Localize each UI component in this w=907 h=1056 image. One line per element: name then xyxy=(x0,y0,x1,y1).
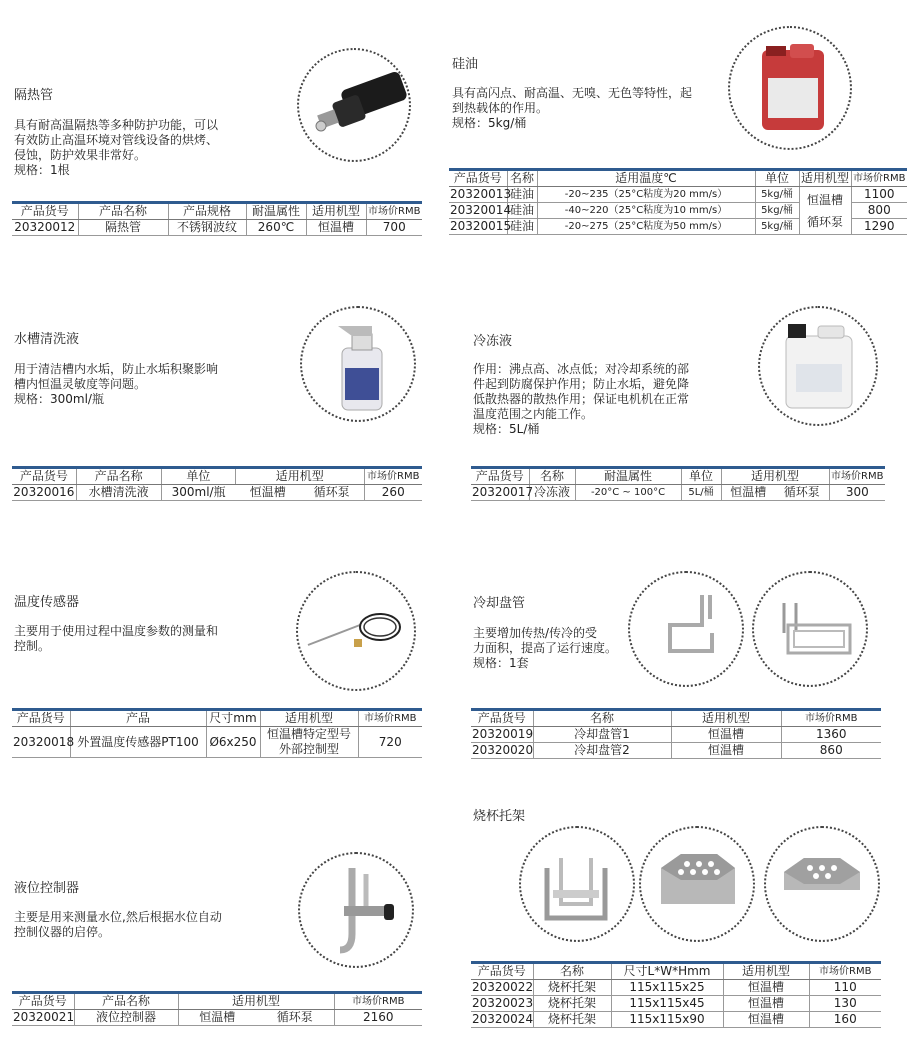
desc-line: 规格：5kg/桶 xyxy=(452,116,527,130)
section-description xyxy=(473,362,689,437)
product-table xyxy=(449,168,907,235)
table-cell: 20320012 xyxy=(12,220,78,236)
desc-line: 到热载体的作用。 xyxy=(452,101,549,115)
table-cell: 硅油 xyxy=(507,219,537,235)
table-cell: 恒温槽 xyxy=(721,485,775,501)
col-header: 名称 xyxy=(507,170,537,187)
table-cell: 恒温槽 xyxy=(236,485,300,501)
desc-line: 有效防止高温环境对管线设备的烘烤、 xyxy=(14,133,219,147)
table-cell-models xyxy=(799,187,851,235)
table-row xyxy=(12,485,422,501)
product-image-beaker-rack-1 xyxy=(519,826,635,942)
product-image-beaker-rack-3 xyxy=(764,826,880,942)
col-header: 产品名称 xyxy=(74,993,178,1010)
desc-line: 侵蚀，防护效果非常好。 xyxy=(14,148,147,162)
desc-line: 温度范围之内能工作。 xyxy=(473,407,594,421)
table-cell: 5kg/桶 xyxy=(755,203,799,219)
table-cell: 冷却盘管2 xyxy=(533,743,671,759)
table-cell: 1290 xyxy=(851,219,907,235)
table-cell: 烧杯托架 xyxy=(533,1012,611,1028)
col-header: 单位 xyxy=(681,468,721,485)
table-cell: 860 xyxy=(781,743,881,759)
col-header: 名称 xyxy=(533,710,671,727)
model-label: 恒温槽特定型号 xyxy=(266,727,351,741)
table-cell: 800 xyxy=(851,203,907,219)
table-cell: 110 xyxy=(809,980,881,996)
col-header: 市场价RMB xyxy=(781,710,881,727)
product-table xyxy=(12,201,422,236)
table-cell: 20320016 xyxy=(13,485,75,499)
table-cell: 水槽清洗液 xyxy=(76,485,161,501)
table-cell: 260 xyxy=(364,485,422,501)
desc-line: 主要是用来测量水位,然后根据水位自动 xyxy=(14,910,222,924)
col-header: 产品 xyxy=(70,710,206,727)
table-cell: 循环泵 xyxy=(300,485,364,501)
table-row xyxy=(12,1010,422,1026)
section-description xyxy=(473,626,617,671)
table-cell: 300 xyxy=(829,485,885,501)
section-description xyxy=(452,86,692,131)
table-cell: 1100 xyxy=(851,187,907,203)
section-title: 液位控制器 xyxy=(14,881,80,896)
col-header: 产品货号 xyxy=(449,170,507,187)
model-label: 外部控制型 xyxy=(278,742,339,756)
desc-line: 力面积，提高了运行速度。 xyxy=(473,641,618,655)
col-header: 产品货号 xyxy=(471,963,533,980)
table-cell: 720 xyxy=(358,727,422,758)
desc-line: 主要增加传热/传冷的受 xyxy=(473,626,598,640)
product-image-level-controller xyxy=(298,852,414,968)
model-label: 循环泵 xyxy=(806,214,843,229)
table-row xyxy=(471,1012,881,1028)
table-cell-models xyxy=(260,727,358,758)
table-cell: -20°C ~ 100°C xyxy=(575,485,681,501)
table-cell: 循环泵 xyxy=(256,1010,334,1026)
desc-line: 规格：300ml/瓶 xyxy=(14,392,104,406)
table-row xyxy=(471,743,881,759)
table-cell: 循环泵 xyxy=(775,485,829,501)
table-cell: 恒温槽 xyxy=(671,727,781,743)
col-header: 产品规格 xyxy=(168,203,246,220)
table-cell: 20320018 xyxy=(12,727,70,758)
table-cell: 20320015 xyxy=(450,219,512,233)
col-header: 市场价RMB xyxy=(809,963,881,980)
product-image-antifreeze xyxy=(758,306,878,426)
col-header: 产品货号 xyxy=(471,710,533,727)
col-header: 产品名称 xyxy=(78,203,168,220)
table-cell: 5kg/桶 xyxy=(755,187,799,203)
section-title: 温度传感器 xyxy=(14,595,80,610)
desc-line: 规格：5L/桶 xyxy=(473,422,540,436)
table-cell: 烧杯托架 xyxy=(533,996,611,1012)
model-label: 恒温槽 xyxy=(806,192,843,207)
table-cell: 冷冻液 xyxy=(529,485,575,501)
col-header: 市场价RMB xyxy=(334,993,422,1010)
product-image-cooling-coil-2 xyxy=(752,571,868,687)
product-image-temperature-sensor xyxy=(296,571,416,691)
product-table xyxy=(12,466,422,501)
product-image-beaker-rack-2 xyxy=(639,826,755,942)
col-header: 适用机型 xyxy=(671,710,781,727)
col-header: 单位 xyxy=(161,468,236,485)
section-description xyxy=(14,910,222,940)
table-cell: 20320020 xyxy=(472,743,534,757)
col-header: 市场价RMB xyxy=(366,203,422,220)
col-header: 产品货号 xyxy=(12,710,70,727)
desc-line: 件起到防腐保护作用；防止水垢，避免降 xyxy=(473,377,690,391)
col-header: 名称 xyxy=(533,963,611,980)
col-header: 产品货号 xyxy=(12,993,74,1010)
col-header: 适用机型 xyxy=(236,468,364,485)
table-cell: 恒温槽 xyxy=(723,1012,809,1028)
table-cell: 硅油 xyxy=(507,203,537,219)
desc-line: 规格：1套 xyxy=(473,656,529,670)
desc-line: 具有耐高温隔热等多种防护功能，可以 xyxy=(14,118,219,132)
table-cell: -40~220（25°C粘度为10 mm/s） xyxy=(537,203,755,219)
table-row xyxy=(12,727,422,758)
col-header: 单位 xyxy=(755,170,799,187)
table-cell: 20320024 xyxy=(472,1012,534,1026)
table-cell: 20320022 xyxy=(472,980,534,994)
product-table xyxy=(12,708,422,758)
table-row xyxy=(449,187,907,203)
desc-line: 控制仪器的启停。 xyxy=(14,925,111,939)
table-cell: Ø6x250 xyxy=(206,727,260,758)
table-cell: 300ml/瓶 xyxy=(161,485,236,501)
col-header: 耐温属性 xyxy=(246,203,306,220)
desc-line: 具有高闪点、耐高温、无嗅、无色等特性，起 xyxy=(452,86,693,100)
col-header: 适用机型 xyxy=(723,963,809,980)
table-cell: 130 xyxy=(809,996,881,1012)
table-cell: 115x115x45 xyxy=(611,996,723,1012)
table-cell: 隔热管 xyxy=(78,220,168,236)
col-header: 市场价RMB xyxy=(364,468,422,485)
table-row xyxy=(471,996,881,1012)
table-row xyxy=(471,980,881,996)
table-cell: 20320021 xyxy=(13,1010,75,1024)
section-title: 隔热管 xyxy=(14,88,54,103)
section-title: 硅油 xyxy=(452,57,479,72)
table-cell: 5L/桶 xyxy=(681,485,721,501)
col-header: 适用机型 xyxy=(178,993,334,1010)
product-image-tank-cleaner xyxy=(300,306,416,422)
col-header: 适用机型 xyxy=(800,171,849,185)
col-header: 适用温度℃ xyxy=(537,170,755,187)
table-cell: 5kg/桶 xyxy=(755,219,799,235)
table-cell: 硅油 xyxy=(507,187,537,203)
table-row xyxy=(12,220,422,236)
table-cell: 恒温槽 xyxy=(723,980,809,996)
product-table xyxy=(471,961,881,1028)
product-table xyxy=(471,708,881,759)
section-description xyxy=(14,624,218,654)
table-cell: 恒温槽 xyxy=(178,1010,256,1026)
table-cell: 1360 xyxy=(781,727,881,743)
col-header: 市场价RMB xyxy=(358,710,422,727)
product-table xyxy=(471,466,885,501)
col-header: 适用机型 xyxy=(260,710,358,727)
section-description xyxy=(14,118,218,178)
section-description xyxy=(14,362,218,407)
col-header: 适用机型 xyxy=(306,203,366,220)
col-header: 尺寸L*W*Hmm xyxy=(611,963,723,980)
section-title: 水槽清洗液 xyxy=(14,332,80,347)
table-row xyxy=(471,485,885,501)
col-header: 尺寸mm xyxy=(206,710,260,727)
table-cell: 不锈钢波纹 xyxy=(168,220,246,236)
table-cell: 20320014 xyxy=(450,203,512,217)
table-cell: 恒温槽 xyxy=(671,743,781,759)
col-header: 名称 xyxy=(529,468,575,485)
desc-line: 控制。 xyxy=(14,639,51,653)
table-cell: 260℃ xyxy=(246,220,306,236)
table-cell: 恒温槽 xyxy=(306,220,366,236)
col-header: 耐温属性 xyxy=(575,468,681,485)
table-cell: 烧杯托架 xyxy=(533,980,611,996)
desc-line: 主要用于使用过程中温度参数的测量和 xyxy=(14,624,219,638)
col-header: 产品货号 xyxy=(12,203,78,220)
section-title: 烧杯托架 xyxy=(473,809,526,824)
table-cell: 115x115x25 xyxy=(611,980,723,996)
table-cell: 液位控制器 xyxy=(74,1010,178,1026)
product-image-insulation-tube xyxy=(297,48,411,162)
table-cell: -20~235（25°C粘度为20 mm/s） xyxy=(537,187,755,203)
table-cell: 20320017 xyxy=(472,485,534,499)
table-cell: 恒温槽 xyxy=(723,996,809,1012)
col-header: 产品货号 xyxy=(12,468,76,485)
product-image-silicone-oil xyxy=(728,26,852,150)
table-cell: 2160 xyxy=(334,1010,422,1026)
section-title: 冷冻液 xyxy=(473,334,513,349)
desc-line: 规格：1根 xyxy=(14,163,70,177)
table-cell: 冷却盘管1 xyxy=(533,727,671,743)
col-header: 产品货号 xyxy=(471,468,529,485)
table-cell: 外置温度传感器PT100 xyxy=(70,727,206,758)
col-header: 适用机型 xyxy=(721,468,829,485)
table-cell: 700 xyxy=(366,220,422,236)
col-header: 产品名称 xyxy=(76,468,161,485)
desc-line: 槽内恒温灵敏度等问题。 xyxy=(14,377,147,391)
desc-line: 低散热器的散热作用；保证电机机在正常 xyxy=(473,392,690,406)
table-cell: 20320023 xyxy=(472,996,534,1010)
section-title: 冷却盘管 xyxy=(473,596,526,611)
col-header: 市场价RMB xyxy=(851,170,907,187)
product-image-cooling-coil-1 xyxy=(628,571,744,687)
desc-line: 用于清洁槽内水垢，防止水垢积聚影响 xyxy=(14,362,219,376)
table-cell: -20~275（25°C粘度为50 mm/s） xyxy=(537,219,755,235)
product-table xyxy=(12,991,422,1026)
desc-line: 作用：沸点高、冰点低；对冷却系统的部 xyxy=(473,362,690,376)
table-cell: 20320019 xyxy=(472,727,534,741)
table-cell: 20320013 xyxy=(450,187,512,201)
table-row xyxy=(471,727,881,743)
table-cell: 160 xyxy=(809,1012,881,1028)
col-header: 市场价RMB xyxy=(829,468,885,485)
table-cell: 115x115x90 xyxy=(611,1012,723,1028)
